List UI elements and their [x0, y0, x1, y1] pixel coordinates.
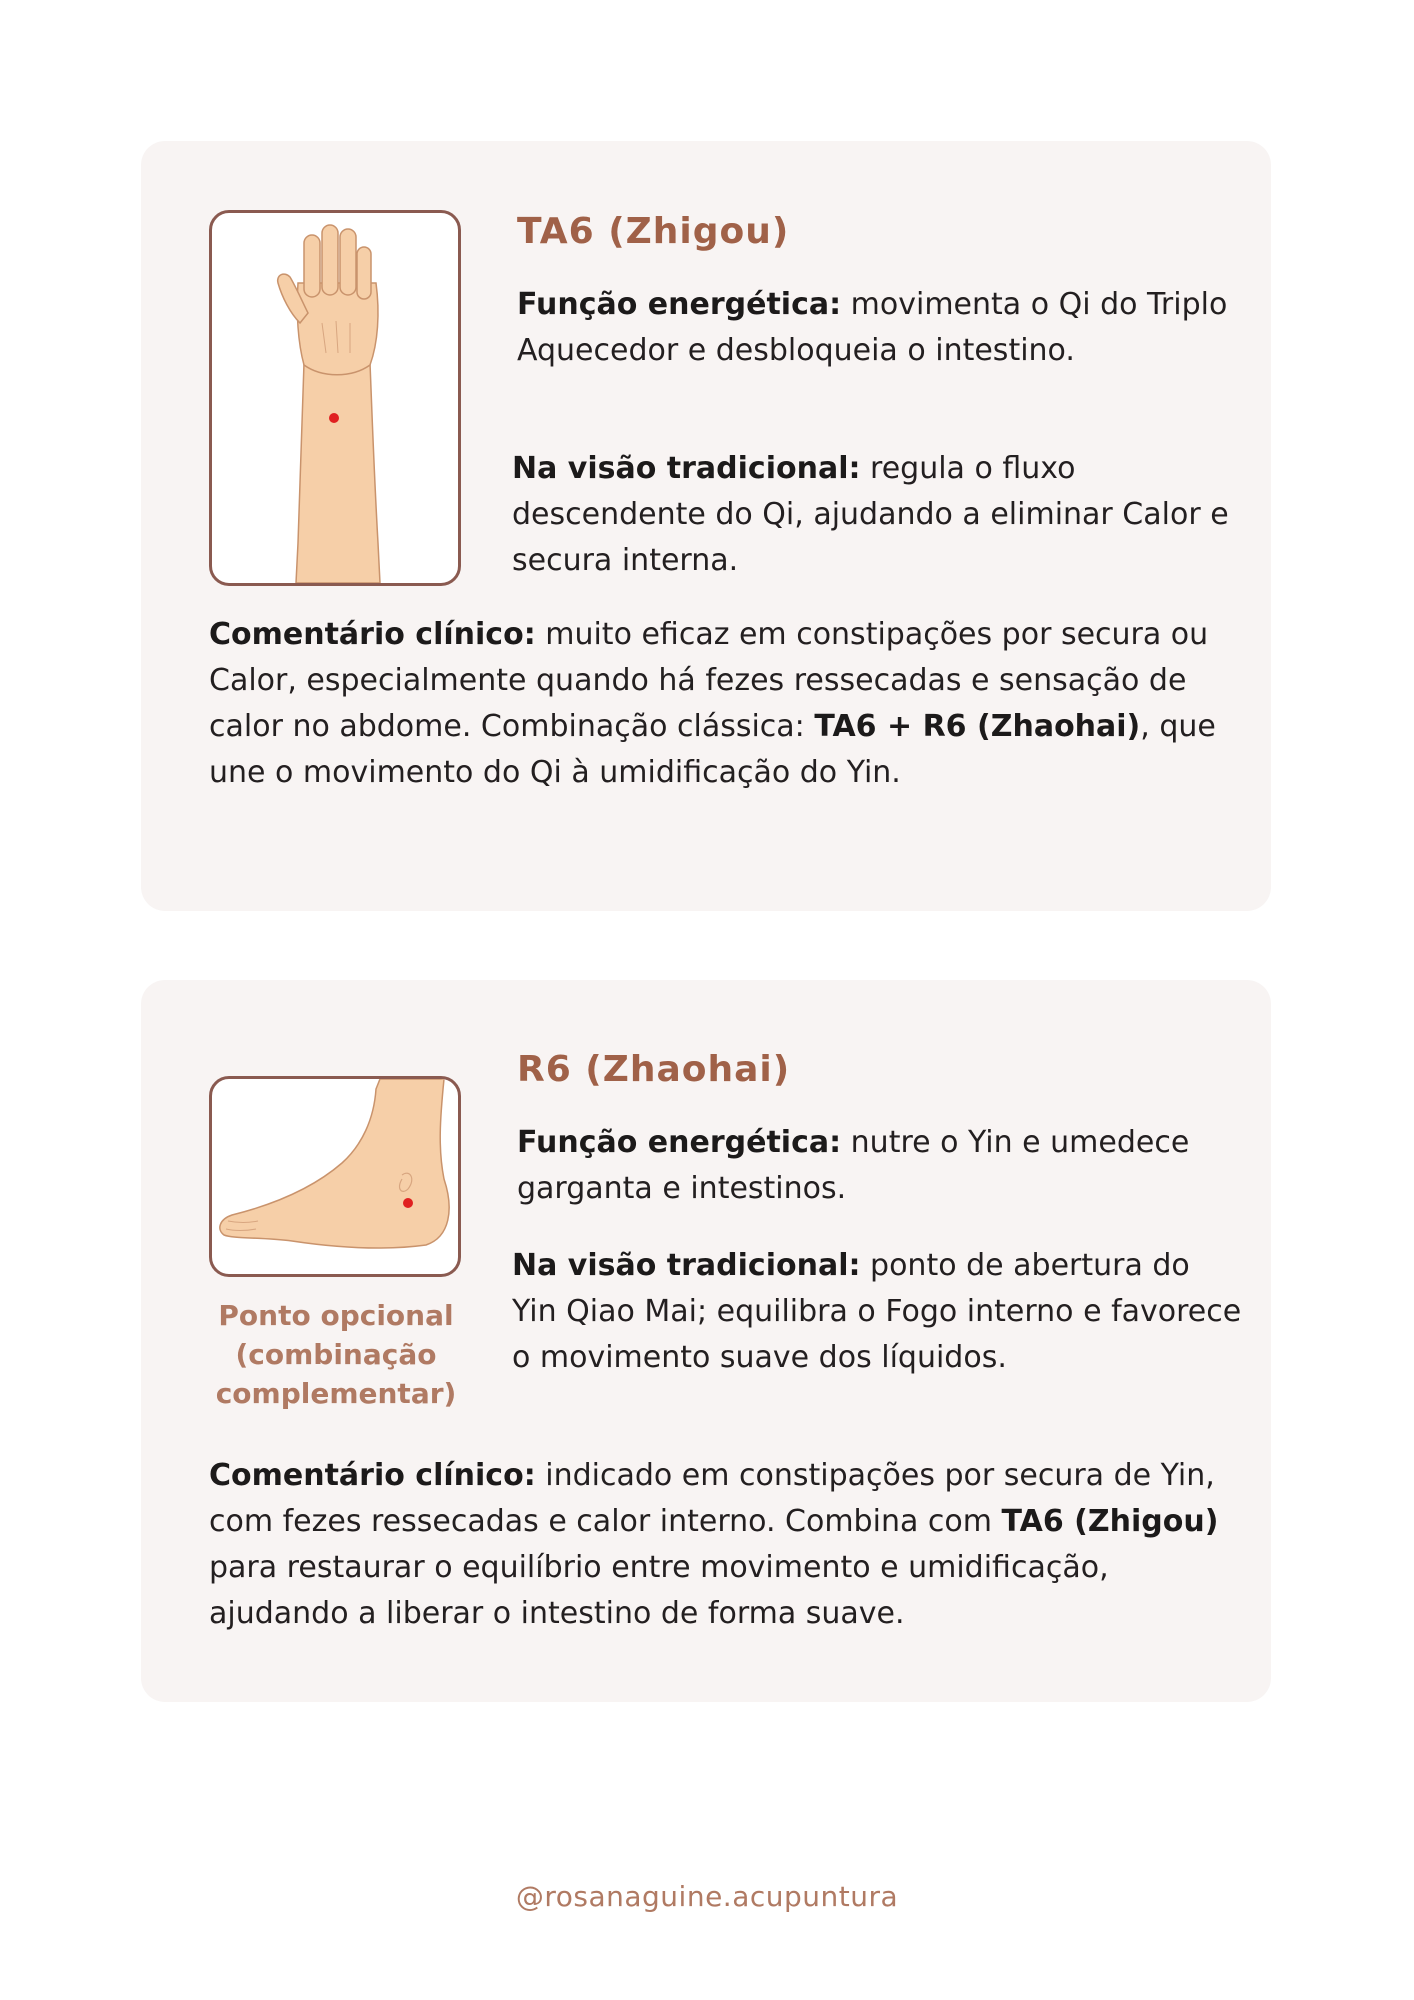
hand-forearm-illustration	[212, 213, 458, 583]
energetic-function-text: Função energética: movimenta o Qi do Triplo Aquecedor e desbloqueia o intestino.	[517, 287, 1228, 368]
foot-illustration	[212, 1079, 458, 1274]
point-card-ta6	[141, 141, 1271, 911]
card-title: TA6 (Zhigou)	[517, 211, 790, 252]
energetic-function-text: Função energética: nutre o Yin e umedece garganta e intestinos.	[517, 1125, 1190, 1206]
point-card-r6	[141, 980, 1271, 1702]
clinical-comment-text: Comentário clínico: muito eficaz em constipações por secura ou Calor, especialmente quando há fezes ressecadas e sensação de calor no abdome. Combinação clássica: TA6 + R6 (Zhaohai), que une o movimento do Qi à umidificação do Yin.	[209, 617, 1216, 790]
traditional-view-text: Na visão tradicional: ponto de abertura do Yin Qiao Mai; equilibra o Fogo interno e favorece o movimento suave dos líquidos.	[512, 1248, 1242, 1375]
traditional-view-text: Na visão tradicional: regula o fluxo descendente do Qi, ajudando a eliminar Calor e secura interna.	[512, 451, 1229, 578]
clinical-comment-text: Comentário clínico: indicado em constipações por secura de Yin, com fezes ressecadas e calor interno. Combina com TA6 (Zhigou) para restaurar o equilíbrio entre movimento e umidificação, ajudando a liberar o intestino de forma suave.	[209, 1458, 1219, 1631]
optional-point-note: Ponto opcional (combinação complementar)	[215, 1299, 457, 1410]
acupoint-marker	[329, 413, 339, 423]
hand-image-frame	[209, 210, 461, 586]
footer-handle: @rosanaguine.acupuntura	[515, 1880, 899, 1913]
acupoint-marker	[403, 1198, 413, 1208]
foot-image-frame	[209, 1076, 461, 1277]
card-title: R6 (Zhaohai)	[517, 1049, 791, 1090]
